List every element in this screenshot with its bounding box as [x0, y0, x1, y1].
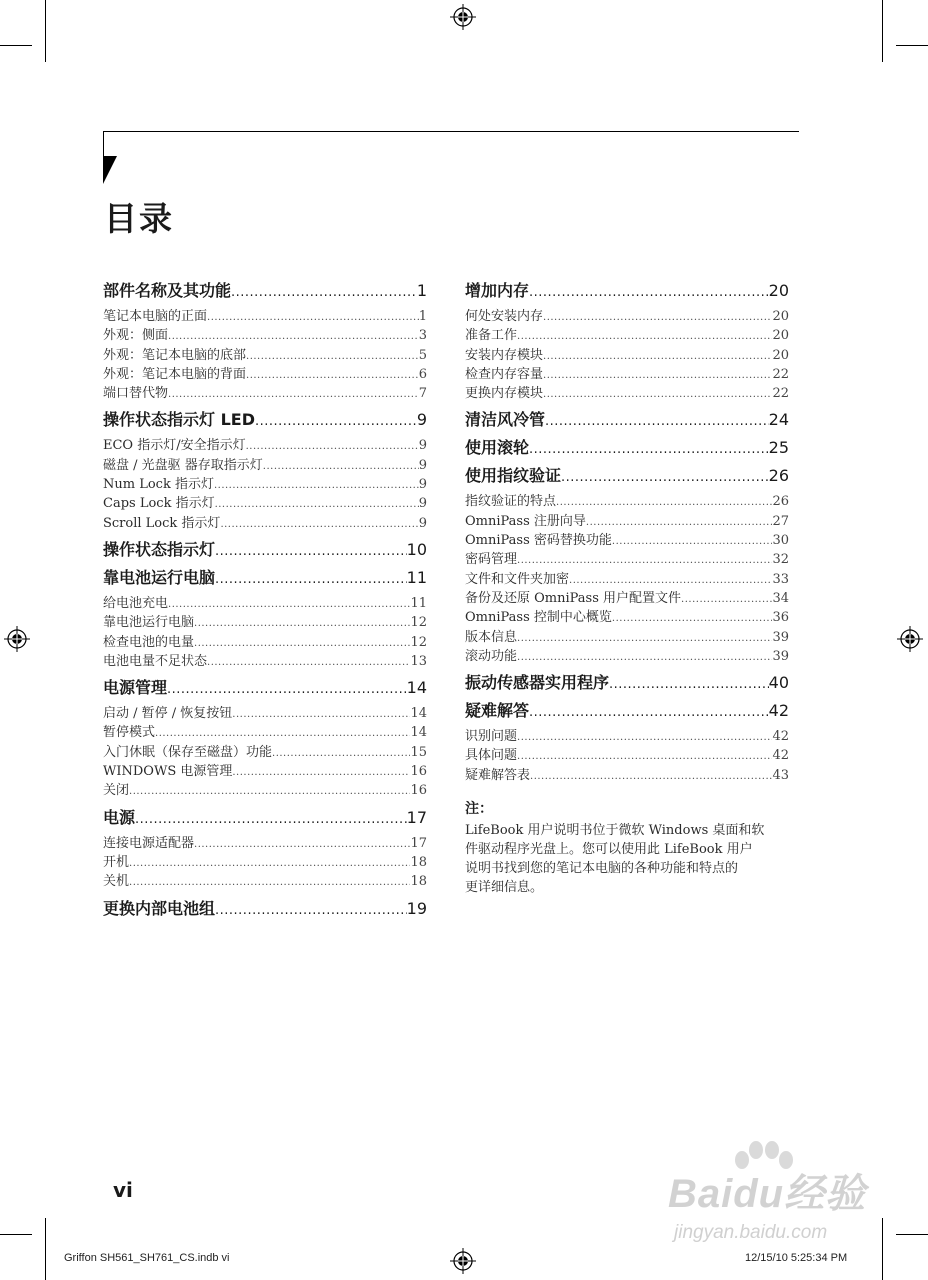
toc-entry[interactable]	[103, 305, 427, 324]
dot-leader	[215, 572, 407, 587]
toc-section	[103, 805, 427, 890]
toc-entry[interactable]	[465, 344, 789, 363]
toc-heading[interactable]	[103, 565, 427, 587]
toc-entry[interactable]	[103, 870, 427, 889]
toc-entry[interactable]	[103, 702, 427, 721]
crop-mark	[882, 1218, 883, 1280]
toc-entry-label: ECO 指示灯/安全指示灯	[103, 438, 246, 454]
toc-entry-page: 20	[772, 328, 789, 344]
dot-leader	[155, 728, 410, 739]
note-line: 件驱动程序光盘上。您可以使用此 LifeBook 用户	[465, 842, 753, 857]
toc-heading-page: 11	[406, 567, 427, 587]
toc-entry-page: 27	[772, 513, 789, 529]
toc-section	[465, 435, 789, 457]
footer-file-info: Griffon SH561_SH761_CS.indb vi	[64, 1252, 230, 1264]
toc-entry-page: 36	[772, 610, 789, 626]
toc-section	[103, 537, 427, 559]
toc-entry-page: 6	[418, 366, 427, 382]
dot-leader	[129, 877, 410, 888]
dot-leader	[543, 312, 772, 323]
dot-leader	[168, 389, 419, 400]
toc-entry-page: 32	[772, 552, 789, 568]
toc-heading-label: 电源	[103, 807, 136, 827]
toc-entry-label: 检查电池的电量	[103, 634, 195, 650]
toc-section	[465, 463, 789, 664]
toc-section	[103, 675, 427, 798]
dot-leader	[207, 657, 410, 668]
dot-leader	[609, 677, 769, 692]
toc-heading-page: 25	[768, 438, 789, 458]
toc-entry-label: 连接电源适配器	[103, 835, 195, 851]
toc-right-column	[465, 278, 789, 789]
toc-entry-page: 20	[772, 347, 789, 363]
dot-leader	[529, 442, 769, 457]
toc-entry-page: 18	[410, 854, 427, 870]
dot-leader	[545, 414, 769, 429]
toc-entry-label: 给电池充电	[103, 595, 169, 611]
toc-entry-page: 39	[772, 648, 789, 664]
toc-entry-label: Scroll Lock 指示灯	[103, 515, 221, 531]
dot-leader	[167, 682, 407, 697]
toc-heading-page: 26	[768, 466, 789, 486]
toc-entry[interactable]	[465, 529, 789, 548]
toc-entry[interactable]	[103, 324, 427, 343]
toc-heading-page: 9	[416, 410, 427, 430]
toc-entry[interactable]	[103, 592, 427, 611]
dot-leader	[517, 732, 772, 743]
toc-entry-page: 42	[772, 748, 789, 764]
toc-heading-label: 使用滚轮	[465, 438, 530, 458]
toc-entry[interactable]	[465, 606, 789, 625]
dot-leader	[207, 312, 419, 323]
toc-entry[interactable]	[465, 587, 789, 606]
toc-entry-label: 具体问题	[465, 748, 518, 764]
watermark-url: jingyan.baidu.com	[674, 1222, 828, 1243]
dot-leader	[561, 470, 769, 485]
toc-entry-page: 12	[410, 634, 427, 650]
dot-leader	[517, 751, 772, 762]
dot-leader	[194, 618, 410, 629]
toc-entry-page: 26	[772, 494, 789, 510]
note-title: 注：	[465, 801, 493, 817]
dot-leader	[517, 652, 772, 663]
dot-leader	[246, 441, 419, 452]
toc-entry-page: 1	[418, 309, 427, 324]
toc-entry[interactable]	[103, 631, 427, 650]
toc-heading[interactable]	[103, 537, 427, 559]
toc-entry[interactable]	[103, 832, 427, 851]
crop-mark	[45, 0, 46, 62]
toc-section	[465, 698, 789, 783]
toc-entry-label: 更换内存模块	[465, 386, 544, 402]
toc-entry[interactable]	[103, 512, 427, 531]
toc-entry[interactable]	[465, 764, 789, 783]
toc-heading-label: 使用指纹验证	[465, 466, 562, 486]
toc-entry-label: 疑难解答表	[465, 767, 531, 783]
toc-entry-label: 备份及还原 OmniPass 用户配置文件	[465, 590, 682, 606]
toc-entry-label: Caps Lock 指示灯	[103, 496, 215, 512]
toc-heading-page: 17	[406, 807, 427, 827]
toc-section	[103, 565, 427, 669]
toc-heading[interactable]	[103, 896, 427, 918]
dot-leader	[129, 858, 410, 869]
toc-entry-label: 版本信息	[465, 629, 518, 645]
crop-mark	[882, 0, 883, 62]
toc-entry-page: 13	[410, 653, 427, 669]
dot-leader	[263, 461, 419, 472]
toc-entry-page: 14	[410, 706, 427, 722]
toc-entry[interactable]	[465, 510, 789, 529]
dot-leader	[215, 544, 407, 559]
toc-entry-page: 33	[772, 571, 789, 587]
crop-mark	[0, 1234, 32, 1235]
header-rule	[103, 131, 799, 132]
note-box	[465, 798, 801, 897]
page-number: vi	[113, 1178, 133, 1202]
toc-entry[interactable]	[465, 382, 789, 401]
toc-entry-page: 39	[772, 629, 789, 645]
toc-heading-label: 更换内部电池组	[103, 898, 216, 918]
toc-entry[interactable]	[465, 490, 789, 509]
toc-entry-label: 磁盘 / 光盘驱 器存取指示灯	[103, 457, 263, 473]
toc-entry-label: 关闭	[103, 783, 130, 799]
toc-heading-label: 疑难解答	[465, 701, 530, 721]
toc-entry-label: 端口替代物	[103, 386, 169, 402]
note-line: 更详细信息。	[465, 880, 544, 895]
registration-mark-icon	[450, 4, 476, 30]
toc-entry[interactable]	[465, 305, 789, 324]
toc-entry-label: 指纹验证的特点	[465, 494, 557, 510]
dot-leader	[543, 389, 772, 400]
toc-entry-page: 34	[772, 590, 789, 606]
toc-entry-label: 暂停模式	[103, 725, 156, 741]
crop-mark	[896, 1234, 928, 1235]
toc-entry-page: 43	[772, 767, 789, 783]
toc-entry-page: 9	[418, 438, 427, 454]
toc-entry[interactable]	[103, 492, 427, 511]
note-line: 说明书找到您的笔记本电脑的各种功能和特点的	[465, 861, 739, 876]
toc-section	[465, 407, 789, 429]
dot-leader	[543, 351, 772, 362]
dot-leader	[272, 748, 410, 759]
toc-entry-label: 外观：侧面	[103, 328, 169, 344]
toc-entry-page: 42	[772, 729, 789, 745]
toc-entry[interactable]	[103, 382, 427, 401]
toc-heading[interactable]	[465, 698, 789, 720]
toc-entry-label: OmniPass 注册向导	[465, 513, 586, 529]
toc-entry[interactable]	[103, 434, 427, 453]
toc-heading-label: 振动传感器实用程序	[465, 673, 610, 693]
dot-leader	[529, 285, 769, 300]
dot-leader	[517, 331, 772, 342]
toc-entry-label: 识别问题	[465, 729, 518, 745]
dot-leader	[517, 555, 772, 566]
toc-entry-label: 电池电量不足状态	[103, 653, 208, 669]
toc-entry-label: 滚动功能	[465, 648, 518, 664]
toc-heading[interactable]	[103, 278, 427, 300]
toc-entry-label: 靠电池运行电脑	[103, 615, 195, 631]
toc-heading[interactable]	[465, 407, 789, 429]
note-body	[465, 821, 801, 897]
toc-entry-label: 文件和文件夹加密	[465, 571, 570, 587]
toc-entry[interactable]	[103, 454, 427, 473]
toc-entry-label: 外观：笔记本电脑的底部	[103, 347, 247, 363]
toc-heading-page: 20	[768, 281, 789, 300]
toc-entry[interactable]	[465, 568, 789, 587]
toc-heading[interactable]	[465, 278, 789, 300]
dot-leader	[194, 638, 410, 649]
dot-leader	[232, 767, 410, 778]
toc-entry[interactable]	[103, 473, 427, 492]
toc-entry-page: 12	[410, 615, 427, 631]
toc-entry-label: WINDOWS 电源管理	[103, 764, 233, 780]
dot-leader	[586, 517, 773, 528]
dot-leader	[215, 903, 407, 918]
crop-mark	[0, 45, 32, 46]
dot-leader	[168, 599, 410, 610]
toc-entry-label: 启动 / 暂停 / 恢复按钮	[103, 706, 233, 722]
toc-entry[interactable]	[465, 744, 789, 763]
toc-heading-page: 19	[406, 898, 427, 918]
toc-entry[interactable]	[465, 645, 789, 664]
toc-entry-label: 检查内存容量	[465, 366, 544, 382]
toc-entry-page: 7	[418, 386, 427, 402]
toc-entry-label: 安装内存模块	[465, 347, 544, 363]
toc-entry-label: OmniPass 控制中心概览	[465, 610, 612, 626]
toc-entry[interactable]	[465, 324, 789, 343]
toc-entry-page: 16	[410, 783, 427, 799]
registration-mark-icon	[4, 626, 30, 652]
toc-entry[interactable]	[103, 344, 427, 363]
toc-entry[interactable]	[103, 760, 427, 779]
toc-heading-label: 靠电池运行电脑	[103, 567, 216, 587]
footer-datetime: 12/15/10 5:25:34 PM	[745, 1252, 848, 1264]
toc-entry-page: 22	[772, 366, 789, 382]
toc-heading[interactable]	[103, 805, 427, 827]
toc-entry-page: 9	[418, 477, 427, 493]
toc-heading[interactable]	[465, 435, 789, 457]
toc-heading[interactable]	[465, 463, 789, 485]
toc-heading-page: 42	[768, 701, 789, 721]
toc-entry[interactable]	[103, 650, 427, 669]
header-triangle-marker	[103, 156, 117, 184]
toc-entry-page: 30	[772, 533, 789, 549]
toc-entry-label: 外观：笔记本电脑的背面	[103, 366, 247, 382]
registration-mark-icon	[450, 1248, 476, 1274]
toc-entry-page: 20	[772, 309, 789, 324]
toc-entry-label: 入门休眠（保存至磁盘）功能	[103, 744, 273, 760]
page-title: 目录	[104, 199, 174, 238]
toc-entry-label: 何处安装内存	[465, 309, 544, 324]
dot-leader	[215, 499, 419, 510]
dot-leader	[135, 812, 407, 827]
dot-leader	[220, 519, 418, 530]
toc-entry[interactable]	[103, 779, 427, 798]
toc-heading-label: 清洁风冷管	[465, 410, 546, 430]
dot-leader	[612, 536, 773, 547]
dot-leader	[232, 709, 410, 720]
crop-mark	[45, 1218, 46, 1280]
toc-entry-page: 9	[418, 457, 427, 473]
toc-entry-page: 14	[410, 725, 427, 741]
toc-left-column	[103, 278, 427, 924]
dot-leader	[556, 497, 772, 508]
toc-entry-label: OmniPass 密码替换功能	[465, 533, 612, 549]
dot-leader	[231, 285, 417, 300]
toc-entry-label: 开机	[103, 854, 130, 870]
toc-heading-label: 电源管理	[103, 678, 168, 698]
toc-heading[interactable]	[465, 670, 789, 692]
dot-leader	[543, 370, 772, 381]
toc-entry-label: Num Lock 指示灯	[103, 477, 214, 493]
toc-heading-page: 24	[768, 410, 789, 430]
dot-leader	[529, 705, 769, 720]
toc-section	[103, 407, 427, 530]
toc-entry[interactable]	[103, 741, 427, 760]
dot-leader	[681, 594, 772, 605]
toc-entry-page: 9	[418, 496, 427, 512]
dot-leader	[214, 480, 419, 491]
toc-heading-page: 10	[406, 539, 427, 559]
toc-entry[interactable]	[465, 548, 789, 567]
dot-leader	[246, 370, 419, 381]
toc-entry-page: 9	[418, 515, 427, 531]
toc-heading-label: 操作状态指示灯	[103, 539, 216, 559]
toc-section	[465, 278, 789, 401]
crop-mark	[896, 45, 928, 46]
toc-heading[interactable]	[103, 407, 427, 429]
toc-entry-page: 17	[410, 835, 427, 851]
toc-entry-label: 关机	[103, 874, 130, 890]
toc-heading[interactable]	[103, 675, 427, 697]
toc-section	[103, 278, 427, 401]
toc-entry-page: 18	[410, 874, 427, 890]
toc-heading-label: 操作状态指示灯 LED	[103, 410, 255, 430]
toc-heading-label: 部件名称及其功能	[103, 281, 232, 300]
toc-entry-page: 22	[772, 386, 789, 402]
toc-entry[interactable]	[465, 363, 789, 382]
toc-entry-label: 密码管理	[465, 552, 518, 568]
toc-heading-page: 1	[416, 281, 427, 300]
toc-entry[interactable]	[103, 721, 427, 740]
note-line: LifeBook 用户说明书位于微软 Windows 桌面和软	[465, 823, 765, 838]
toc-section	[465, 670, 789, 692]
registration-mark-icon	[897, 626, 923, 652]
toc-heading-page: 14	[406, 678, 427, 698]
toc-heading-label: 增加内存	[465, 281, 530, 300]
toc-entry[interactable]	[103, 851, 427, 870]
toc-entry[interactable]	[465, 725, 789, 744]
dot-leader	[530, 771, 772, 782]
dot-leader	[255, 414, 417, 429]
toc-entry-page: 16	[410, 764, 427, 780]
toc-entry[interactable]	[103, 611, 427, 630]
dot-leader	[129, 786, 410, 797]
dot-leader	[168, 331, 419, 342]
dot-leader	[246, 351, 419, 362]
baidu-watermark	[668, 1140, 878, 1270]
toc-heading-page: 40	[768, 673, 789, 693]
toc-entry[interactable]	[465, 626, 789, 645]
toc-entry-page: 3	[418, 328, 427, 344]
dot-leader	[569, 575, 772, 586]
dot-leader	[194, 839, 410, 850]
toc-section	[103, 896, 427, 918]
toc-entry-page: 11	[410, 595, 427, 611]
toc-entry-page: 15	[410, 744, 427, 760]
toc-entry[interactable]	[103, 363, 427, 382]
toc-entry-label: 笔记本电脑的正面	[103, 309, 208, 324]
dot-leader	[517, 633, 772, 644]
watermark-logo: Baidu经验	[668, 1172, 867, 1216]
dot-leader	[612, 613, 773, 624]
toc-entry-page: 5	[418, 347, 427, 363]
toc-entry-label: 准备工作	[465, 328, 518, 344]
